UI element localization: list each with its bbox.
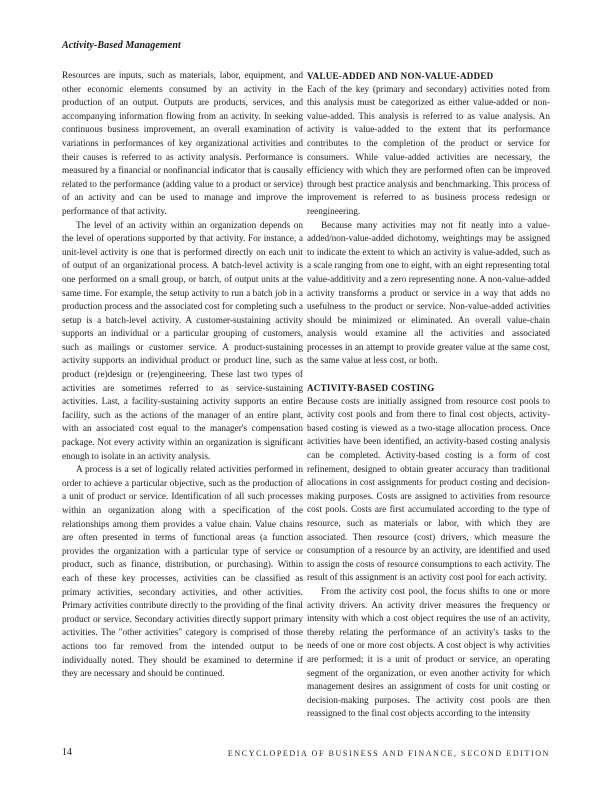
right-column — [307, 70, 550, 722]
page-number: 14 — [62, 747, 72, 758]
section-spacer — [307, 369, 550, 382]
running-head: Activity-Based Management — [62, 40, 181, 51]
right-paragraph-2: Because many activities may not fit neatly into a value-added/non-value-added dichotomy, weightings may be assigned to indicate the extent to which an activity is value-added, such as a scale ranging from one to eight, with an eight representing total value-additivity and a zero representing none. A non-value-added activity transforms a product or service in a way that adds no usefulness to the product or service. Non-value-added activities should be minimized or eliminated. An overall value-chain analysis would examine all the activities and associated processes in an attempt to provide greater value at the same cost, the same value at less cost, or both. — [307, 220, 550, 367]
right-paragraph-3: Because costs are initially assigned from resource cost pools to activity cost pools and from there to final cost objects, activity-based costing is viewed as a two-stage allocation process. Once activities have been identified, an activity-based costing analysis can be completed. Activity-based costing is a form of cost refinement, designed to obtain greater accuracy than traditional allocations in cost assignments for product costing and decision-making purposes. Costs are assigned to activities from resource cost pools. Costs are first accumulated according to the type of resource, such as materials or labor, with which they are associated. Then resource (cost) drivers, which measure the consumption of a resource by an activity, are identified and used to assign the costs of resource consumptions to each activity. The result of this assignment is an activity cost pool for each activity. — [307, 396, 550, 584]
left-column — [62, 70, 303, 682]
left-paragraph-2: The level of an activity within an organization depends on the level of operations supported by that activity. For instance, a unit-level activity is one that is performed directly on each unit of output of an organizational process. A batch-level activity is one performed on a small group, or batch, of output units at the same time. For example, the setup activity to run a batch job in a production process and the associated cost for completing such a setup is a batch-level activity. A customer-sustaining activity supports an individual or a particular grouping of customers, such as mailings or customer service. A product-sustaining activity supports an individual product or product line, such as product (re)design or (re)engineering. These last two types of activities are sometimes referred to as service-sustaining activities. Last, a facility-sustaining activity supports an entire facility, such as the actions of the manager of an entire plant, with an associated cost equal to the manager's compensation package. Not every activity within an organization is significant enough to isolate in an activity analysis. — [62, 220, 303, 462]
footer-title: ENCYCLOPEDIA OF BUSINESS AND FINANCE, SECOND EDITION — [227, 749, 550, 758]
right-paragraph-1: Each of the key (primary and secondary) activities noted from this analysis must be categorized as either value-added or non-value-added. This analysis is referred to as value analysis. An activity is value-added to the extent that its performance contributes to the completion of the product or service for consumers. While value-added activities are necessary, the efficiency with which they are performed often can be improved through best practice analysis and benchmarking. This process of improvement is referred to as business process redesign or reengineering. — [307, 84, 550, 217]
section-heading-value-added: VALUE-ADDED AND NON-VALUE-ADDED — [307, 71, 494, 81]
section-heading-activity-based-costing: ACTIVITY-BASED COSTING — [307, 383, 435, 394]
left-paragraph-3: A process is a set of logically related activities performed in order to achieve a particular objective, such as the production of a unit of product or service. Identification of all such processes within an organization along with a specification of the relationships among them provides a value chain. Value chains are often presented in terms of functional areas (a function provides the organization with a particular type of service or product, such as finance, distribution, or purchasing). Within each of these key processes, activities can be classified as primary activities, secondary activities, and other activities. Primary activities contribute directly to the providing of the final product or service. Secondary activities directly support primary activities. The "other activities" category is comprised of those actions too far removed from the intended output to be individually noted. They should be examined to determine if they are necessary and should be continued. — [62, 465, 303, 680]
left-paragraph-1: Resources are inputs, such as materials, labor, equipment, and other economic elements consumed by an activity in the production of an output. Outputs are products, services, and accompanying information flowing from an activity. In seeking continuous business improvement, an overall examination of variations in performances of key organizational activities and their causes is referred to as activity analysis. Performance is measured by a financial or nonfinancial indicator that is causally related to the performance (adding value to a product or service) of an activity and can be used to manage and improve the performance of that activity. — [62, 71, 303, 217]
right-paragraph-4: From the activity cost pool, the focus shifts to one or more activity drivers. An activity driver measures the frequency or intensity with which a cost object requires the use of an activity, thereby relating the performance of an activity's tasks to the needs of one or more cost objects. A cost object is why activities are performed; it is a unit of product or service, an operating segment of the organization, or even another activity for which management desires an assignment of costs for unit costing or decision-making purposes. The activity cost pools are then reassigned to the final cost objects according to the intensity — [307, 586, 550, 720]
